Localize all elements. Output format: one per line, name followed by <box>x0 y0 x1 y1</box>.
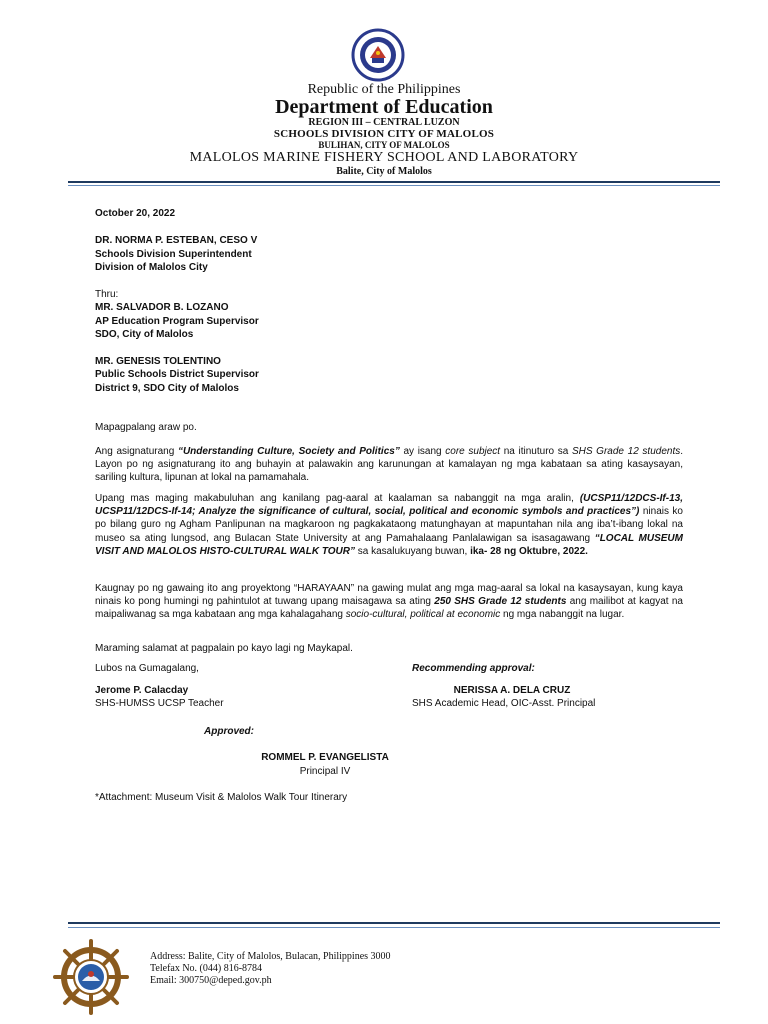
thru-title: Public Schools District Supervisor <box>95 369 259 380</box>
paragraph-3: Kaugnay po ng gawaing ito ang proyektong “HARAYAAN” na gawing mulat ang mga mag-aaral sa lokal na kasaysayan, kung kaya ninais ko pong humingi ng pahintulot at tuwang upang maisagawa sa ating 250 SHS Grade 12 students ang mailibot at kagyat na maipaliwanag sa mga kabataan ang mga kahalagahang socio-cultural, political at economic ng mga nabanggit na lugar. <box>95 583 683 621</box>
thanks-line: Maraming salamat at pagpalain po kayo lagi ng Maykapal. <box>95 643 353 654</box>
deped-seal-logo <box>348 28 408 82</box>
thru-office: District 9, SDO City of Malolos <box>95 383 239 394</box>
recommender-name: NERISSA A. DELA CRUZ <box>453 685 571 696</box>
footer-telefax: Telefax No. (044) 816-8784 <box>150 963 263 974</box>
attachment-note: *Attachment: Museum Visit & Malolos Walk Tour Itinerary <box>95 792 348 803</box>
ship-wheel-logo <box>52 938 130 1016</box>
thru-office: SDO, City of Malolos <box>95 329 194 340</box>
footer-address: Address: Balite, City of Malolos, Bulacan, Philippines 3000 <box>150 951 391 962</box>
recipient-name: DR. NORMA P. ESTEBAN, CESO V <box>95 235 258 246</box>
footer-email[interactable]: Email: 300750@deped.gov.ph <box>150 975 272 986</box>
thru-label: Thru: <box>95 289 119 300</box>
letter-date: October 20, 2022 <box>95 208 176 219</box>
school-name: MALOLOS MARINE FISHERY SCHOOL AND LABORATORY <box>189 150 579 165</box>
approver-title: Principal IV <box>299 766 351 777</box>
thru-name: MR. SALVADOR B. LOZANO <box>95 302 229 313</box>
school-location: Balite, City of Malolos <box>336 166 432 177</box>
header-rule-top <box>68 181 720 183</box>
thru-title: AP Education Program Supervisor <box>95 316 259 327</box>
division-address-line: BULIHAN, CITY OF MALOLOS <box>318 140 450 150</box>
footer-rule-bottom <box>68 927 720 928</box>
department-title: Department of Education <box>275 96 493 118</box>
paragraph-2: Upang mas maging makabuluhan ang kanilang pag-aaral at kaalaman sa nabanggit na mga aralin, (UCSP11/12DCS-If-13, UCSP11/12DCS-If-14; Analyze the significance of cultural, social, political and economic symbols and practices”) ninais ko po bilang guro ng Agham Panlipunan na magkaroon ng pagkakataong matunghayan at mapuntahan nila ang iba’t-ibang lokal na museo sa ating lungsod, ang Bulacan State University at ang Pamahalaang Panlalawigan sa isasagawang “LOCAL MUSEUM VISIT AND MALOLOS HISTO-CULTURAL WALK TOUR” sa kasalukuyang buwan, ika- 28 ng Oktubre, 2022. <box>95 493 683 557</box>
republic-line: Republic of the Philippines <box>307 82 461 97</box>
paragraph-1: Ang asignaturang “Understanding Culture, Society and Politics” ay isang core subject na itinuturo sa SHS Grade 12 students. Layon po ng asignaturang ito ang buhayin at palawakin ang karunungan at kamalayan ng mga kabataan sa ating kasaysayan, sariling kultura, lipunan at lokal na pamamahala. <box>95 446 684 484</box>
division-line: SCHOOLS DIVISION CITY OF MALOLOS <box>273 128 495 140</box>
recipient-title: Schools Division Superintendent <box>95 249 252 260</box>
recommending-label: Recommending approval: <box>412 663 535 674</box>
greeting: Mapagpalang araw po. <box>95 422 197 433</box>
approver-name: ROMMEL P. EVANGELISTA <box>261 752 389 763</box>
region-line: REGION III – CENTRAL LUZON <box>308 117 460 128</box>
closing: Lubos na Gumagalang, <box>95 663 199 674</box>
recipient-office: Division of Malolos City <box>95 262 208 273</box>
thru-name: MR. GENESIS TOLENTINO <box>95 356 221 367</box>
approved-label: Approved: <box>204 726 254 737</box>
sender-name: Jerome P. Calacday <box>95 685 189 696</box>
header-rule-bottom <box>68 185 720 186</box>
footer-rule-top <box>68 922 720 924</box>
sender-title: SHS-HUMSS UCSP Teacher <box>95 698 224 709</box>
recommender-title: SHS Academic Head, OIC-Asst. Principal <box>412 698 596 709</box>
